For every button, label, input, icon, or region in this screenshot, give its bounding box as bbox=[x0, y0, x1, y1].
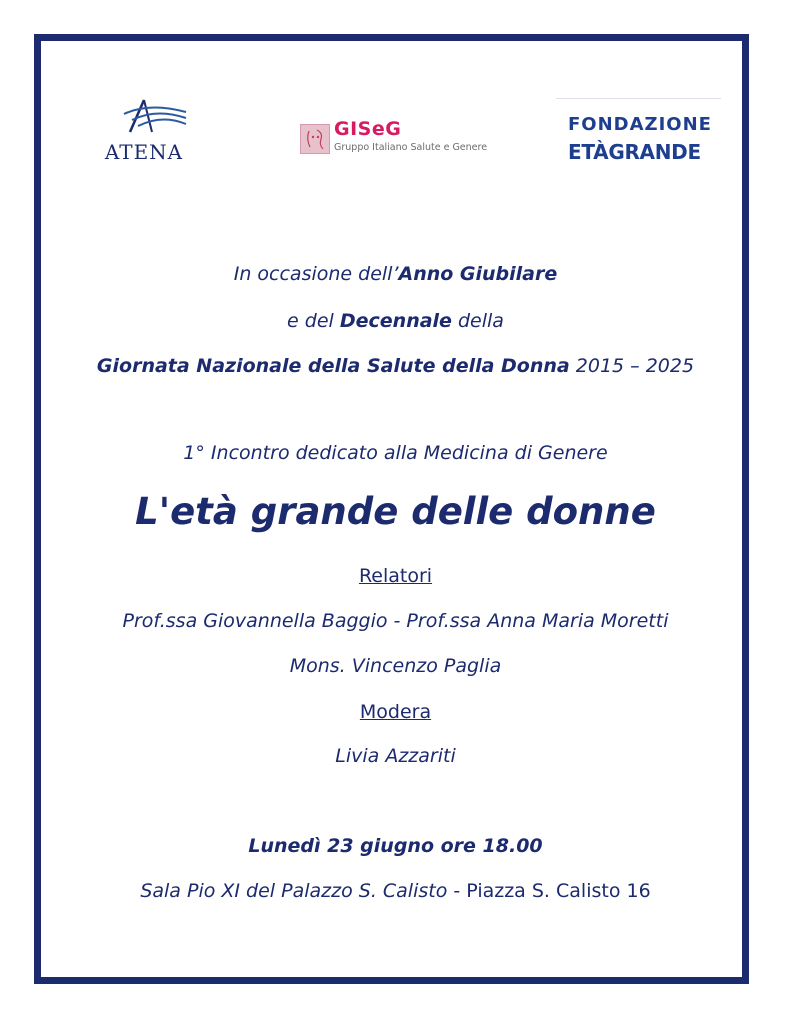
intro-line-2-bold: Decennale bbox=[339, 310, 452, 332]
intro-line-3 bbox=[0, 355, 791, 377]
event-date: Lunedì 23 giugno ore 18.00 bbox=[248, 835, 543, 857]
giseg-face-icon bbox=[300, 124, 330, 154]
atena-wave-icon bbox=[94, 96, 194, 140]
intro-line-1-text: In occasione dell’ bbox=[233, 263, 399, 285]
moderator-heading: Modera bbox=[359, 701, 432, 723]
fondazione-logo bbox=[556, 98, 721, 168]
intro-line-2 bbox=[0, 310, 791, 332]
intro-line-2-text: e del bbox=[287, 310, 340, 332]
speakers-line-2: Mons. Vincenzo Paglia bbox=[289, 655, 502, 677]
intro-line-2-post: della bbox=[451, 310, 504, 332]
giseg-logo bbox=[300, 120, 500, 160]
event-venue bbox=[0, 880, 791, 902]
giseg-logo-subtitle: Gruppo Italiano Salute e Genere bbox=[334, 142, 488, 153]
intro-line-1-bold: Anno Giubilare bbox=[398, 263, 558, 285]
intro-line-3-years: 2015 – 2025 bbox=[569, 355, 695, 377]
event-title: L'età grande delle donne bbox=[135, 490, 656, 533]
venue-address: - Piazza S. Calisto 16 bbox=[447, 880, 651, 902]
intro-line-1 bbox=[0, 263, 791, 285]
speakers-heading: Relatori bbox=[358, 565, 433, 587]
venue-name: Sala Pio XI del Palazzo S. Calisto bbox=[140, 880, 448, 902]
atena-logo bbox=[94, 96, 194, 166]
speakers-line-1: Prof.ssa Giovannella Baggio - Prof.ssa Anna Maria Moretti bbox=[122, 610, 669, 632]
moderator-heading-line bbox=[0, 701, 791, 723]
intro-line-3-bold: Giornata Nazionale della Salute della Donna bbox=[96, 355, 570, 377]
fondazione-divider bbox=[556, 98, 721, 99]
moderator-name: Livia Azzariti bbox=[335, 745, 456, 767]
event-subtitle: 1° Incontro dedicato alla Medicina di Genere bbox=[183, 442, 608, 464]
fondazione-logo-line1: FONDAZIONE bbox=[568, 114, 712, 135]
giseg-logo-name: GISeG bbox=[334, 118, 402, 140]
fondazione-logo-line2: ETÀGRANDE bbox=[568, 140, 701, 164]
atena-logo-text: ATENA bbox=[104, 140, 184, 164]
speakers-heading-line bbox=[0, 565, 791, 587]
